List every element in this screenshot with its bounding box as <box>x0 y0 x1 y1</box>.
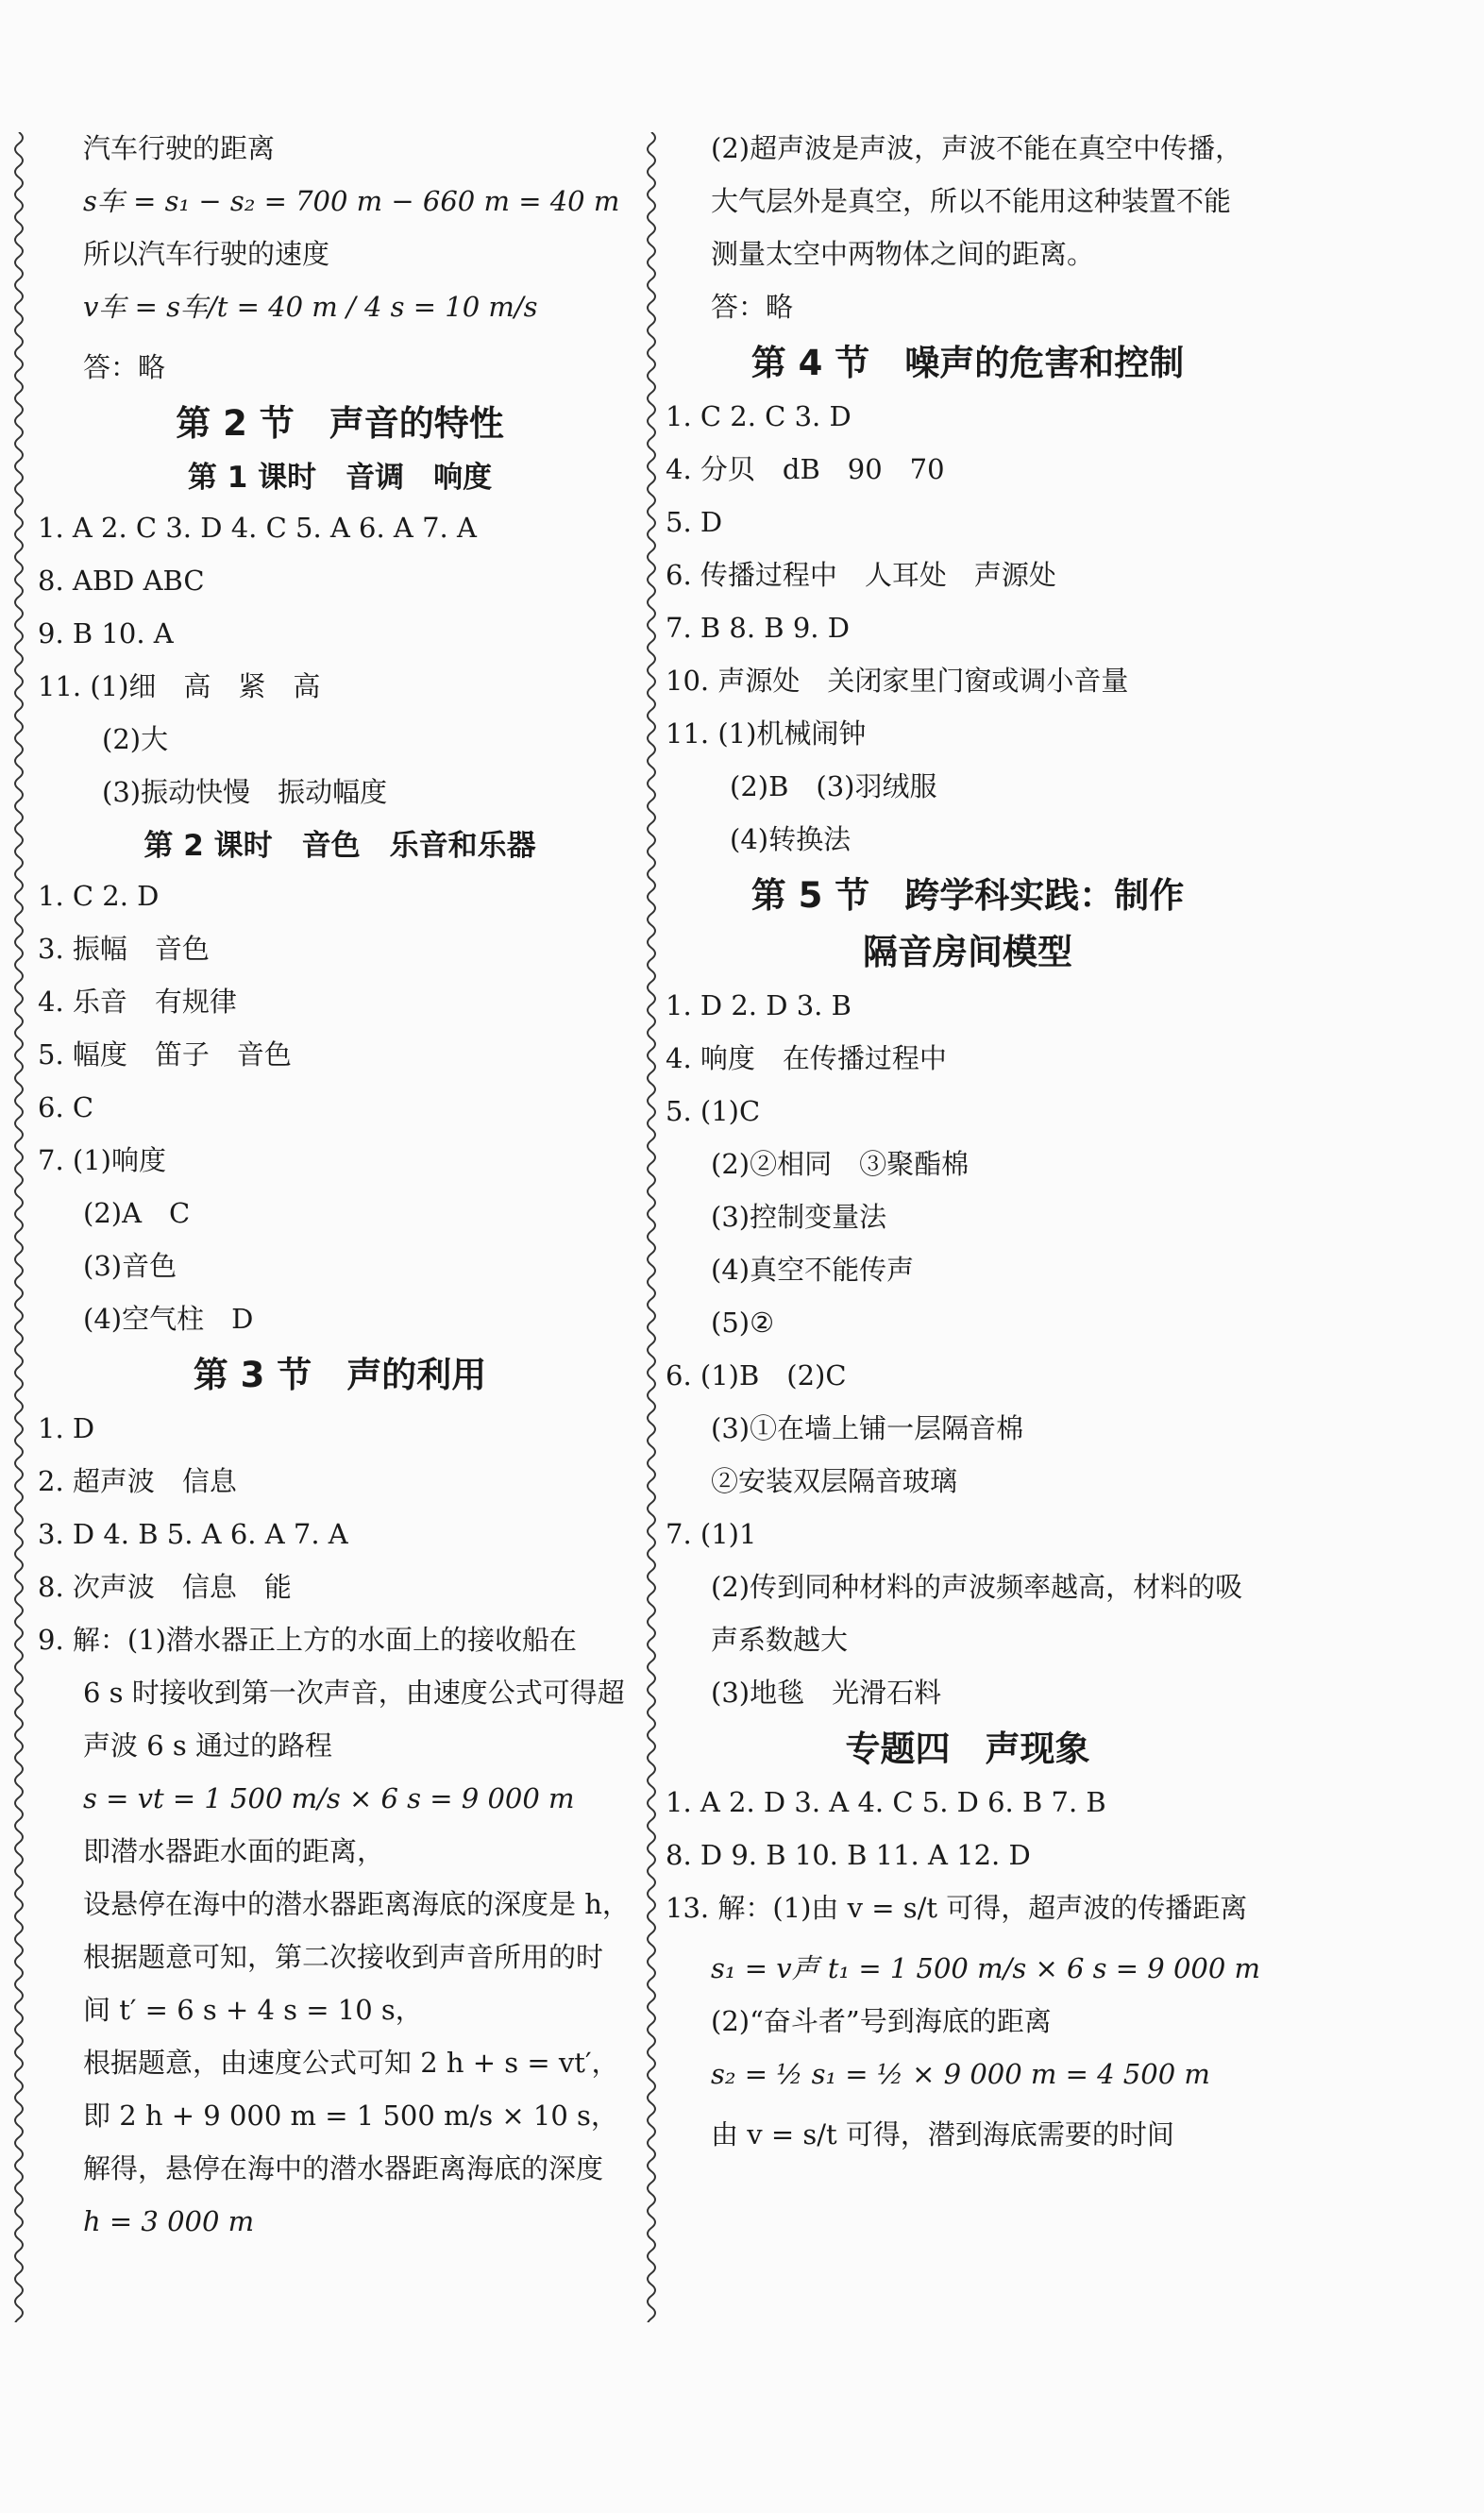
section-heading-cont: 隔音房间模型 <box>863 932 1072 972</box>
answer-line: 6. C <box>38 1091 94 1123</box>
answer-line: 所以汽车行驶的速度 <box>83 238 330 270</box>
answer-line: 1. D 2. D 3. B <box>666 989 852 1021</box>
answer-line: 测量太空中两物体之间的距离。 <box>711 238 1095 270</box>
answer-line: 根据题意可知，第二次接收到声音所用的时 <box>83 1941 604 1973</box>
answer-line: (2)B (3)羽绒服 <box>730 770 937 802</box>
section-heading: 第 2 节 声音的特性 <box>176 403 504 444</box>
answer-line: 6 s 时接收到第一次声音，由速度公式可得超 <box>83 1677 625 1709</box>
answer-line: 汽车行驶的距离 <box>83 132 276 164</box>
answer-line: 7. B 8. B 9. D <box>666 612 850 644</box>
right-column <box>666 130 1270 2177</box>
formula-line: s车 = s₁ − s₂ = 700 m − 660 m = 40 m <box>83 185 620 217</box>
answer-line: (3)控制变量法 <box>711 1201 887 1233</box>
formula-line: v车 = s车/t = 40 m / 4 s = 10 m/s <box>83 291 538 323</box>
answer-line: 声系数越大 <box>711 1624 849 1656</box>
answer-line: (3)地毯 光滑石料 <box>711 1677 942 1709</box>
answer-line: 7. (1)1 <box>666 1518 757 1550</box>
center-wavy-divider <box>640 132 663 2322</box>
answer-line: 1. A 2. D 3. A 4. C 5. D 6. B 7. B <box>666 1786 1106 1818</box>
answer-line: 1. C 2. D <box>38 880 160 912</box>
answer-line: 由 v = s/t 可得，潜到海底需要的时间 <box>711 2118 1174 2150</box>
answer-line: 答：略 <box>711 291 794 323</box>
answer-line: 9. B 10. A <box>38 617 174 649</box>
answer-line: 3. 振幅 音色 <box>38 933 210 965</box>
answer-line: 即潜水器距水面的距离， <box>83 1835 385 1867</box>
answer-line: 1. A 2. C 3. D 4. C 5. A 6. A 7. A <box>38 512 477 544</box>
answer-line: 解得，悬停在海中的潜水器距离海底的深度 <box>83 2152 604 2184</box>
answer-line: (2)传到同种材料的声波频率越高，材料的吸 <box>711 1571 1243 1603</box>
answer-line: 声波 6 s 通过的路程 <box>83 1729 332 1762</box>
answer-line: 5. D <box>666 506 723 538</box>
answer-line: (4)转换法 <box>730 823 852 855</box>
answer-line: (2)大 <box>102 723 169 755</box>
answer-line: (4)空气柱 D <box>83 1303 254 1335</box>
answer-line: 13. 解：(1)由 v = s/t 可得，超声波的传播距离 <box>666 1892 1248 1924</box>
answer-line: 9. 解：(1)潜水器正上方的水面上的接收船在 <box>38 1624 577 1656</box>
answer-line: (5)② <box>711 1307 775 1339</box>
answer-line: 5. 幅度 笛子 音色 <box>38 1038 292 1071</box>
answer-line: 即 2 h + 9 000 m = 1 500 m/s × 10 s， <box>83 2100 618 2132</box>
answer-line: (2)超声波是声波，声波不能在真空中传播， <box>711 132 1243 164</box>
answer-line: 11. (1)细 高 紧 高 <box>38 670 321 702</box>
section-heading: 第 4 节 噪声的危害和控制 <box>750 343 1185 383</box>
answer-line: (3)振动快慢 振动幅度 <box>102 776 388 808</box>
answer-line: 答：略 <box>83 351 166 383</box>
lesson-heading: 第 1 课时 音调 响度 <box>187 461 493 495</box>
formula-line: s = vt = 1 500 m/s × 6 s = 9 000 m <box>83 1782 575 1814</box>
answer-line: 6. 传播过程中 人耳处 声源处 <box>666 559 1056 591</box>
answer-line: 8. 次声波 信息 能 <box>38 1571 292 1603</box>
formula-line: s₂ = ½ s₁ = ½ × 9 000 m = 4 500 m <box>711 2058 1210 2090</box>
lesson-heading: 第 2 课时 音色 乐音和乐器 <box>143 829 536 863</box>
answer-line: 大气层外是真空，所以不能用这种装置不能 <box>711 185 1232 217</box>
formula-line: h = 3 000 m <box>83 2205 255 2237</box>
answer-line: (2)A C <box>83 1197 191 1229</box>
left-column <box>38 130 642 2256</box>
answer-line: 1. D <box>38 1412 95 1444</box>
answer-line: (3)①在墙上铺一层隔音棉 <box>711 1412 1024 1444</box>
answer-line: 2. 超声波 信息 <box>38 1465 237 1497</box>
answer-line: 5. (1)C <box>666 1095 761 1127</box>
section-heading: 第 3 节 声的利用 <box>193 1355 487 1395</box>
answer-line: (3)音色 <box>83 1250 177 1282</box>
answer-line: 8. ABD ABC <box>38 565 205 597</box>
answer-line: 8. D 9. B 10. B 11. A 12. D <box>666 1839 1031 1871</box>
section-heading: 专题四 声现象 <box>845 1729 1090 1769</box>
answer-line: (4)真空不能传声 <box>711 1254 915 1286</box>
answer-line: 7. (1)响度 <box>38 1144 166 1176</box>
answer-line: (2)②相同 ③聚酯棉 <box>711 1148 970 1180</box>
answer-line: 设悬停在海中的潜水器距离海底的深度是 h， <box>83 1888 630 1920</box>
section-heading: 第 5 节 跨学科实践：制作 <box>750 875 1185 916</box>
answer-line: 10. 声源处 关闭家里门窗或调小音量 <box>666 665 1129 697</box>
answer-line: 11. (1)机械闹钟 <box>666 717 867 750</box>
answer-line: 4. 响度 在传播过程中 <box>666 1042 947 1074</box>
formula-line: s₁ = v声 t₁ = 1 500 m/s × 6 s = 9 000 m <box>711 1952 1261 1984</box>
answer-line: 根据题意，由速度公式可知 2 h + s = vt′， <box>83 2047 619 2079</box>
answer-line: ②安装双层隔音玻璃 <box>711 1465 958 1497</box>
answer-line: (2)“奋斗者”号到海底的距离 <box>711 2005 1052 2037</box>
answer-line: 6. (1)B (2)C <box>666 1359 847 1391</box>
left-wavy-border <box>8 132 30 2322</box>
answer-line: 4. 乐音 有规律 <box>38 986 237 1018</box>
answer-line: 3. D 4. B 5. A 6. A 7. A <box>38 1518 348 1550</box>
answer-line: 4. 分贝 dB 90 70 <box>666 453 945 485</box>
answer-line: 间 t′ = 6 s + 4 s = 10 s， <box>83 1994 423 2026</box>
answer-line: 1. C 2. C 3. D <box>666 400 852 432</box>
